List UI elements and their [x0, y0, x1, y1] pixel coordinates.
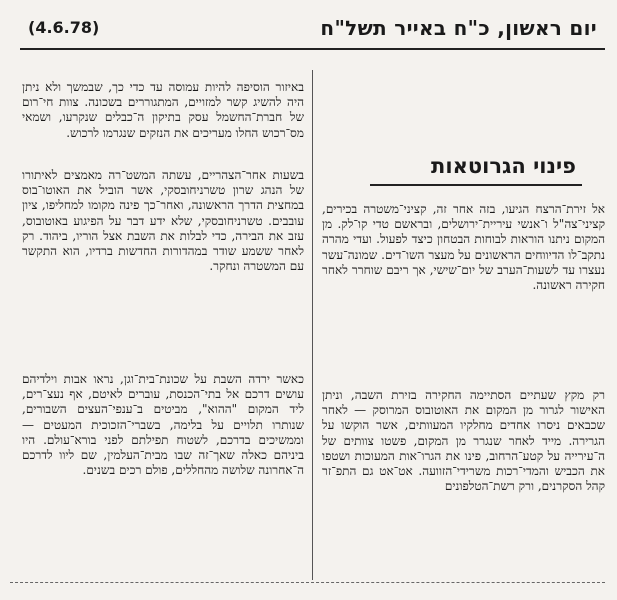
left-column-block-1: [22, 80, 304, 158]
left-paragraph-3: כאשר ירדה השבת על שכונת־בית־וגן, נראו אבות וילדיהם עושים דרכם אל בתי־הכנסת, עוברים לאיטם, אף נעצ־רים, ליד המקום "ההוא", מביטים ב־ענפי־העצים השבורים, שנותרו תלויים על בלימה, בשברי־הזכוכית המעטים — וממשיכים בדרכם, לשטוח תפילתם לפני בורא־עולם. היו ביניהם כאלה שאך־זה שבו מבית־העלמין, שם ליוו לדרכם ה־אחרונה שלושה מהחללים, פולם רכים בשנים.: [22, 372, 304, 478]
left-column-block-2: [22, 168, 304, 350]
header-date: (4.6.78): [28, 18, 100, 37]
page-header: [20, 12, 605, 46]
right-paragraph-1: אל זירת־הרצח הגיעו, בזה אחר זה, קציני־משטרה בכירים, קציני־צה"ל ו־אנשי עיריית־ירושלים, ובראשם טדי קו־לק. מן המקום ניתנו הוראות לבוחות הבטחון כיצד לפעול. ועדי מהרה נתקב־לו הדיווחים הראשונים על מעצר השו־דים. שמונה־עשר נעצרו עד לשעות־הערב של יום־שישי, אך ריבם שוחרר לאחר חקירה ראשונה.: [322, 202, 605, 293]
bottom-rule: [10, 582, 605, 583]
left-column-block-3: [22, 372, 304, 577]
left-paragraph-1: באיזור הוסיפה להיות עמוסה עד כדי כך, שבמשך ולא ניתן היה להשיג קשר למזויים, המתגוררים בשכונה. צוות חי־רום של חברת־החשמל עסק בתיקון ה־כבלים שנקרעו, ושמאי מס־רכוש החלו מעריכים את הנזקים שנגרמו לרכוש.: [22, 80, 304, 140]
right-paragraph-2: רק מקץ שעתיים הסתיימה החקירה בזירת השבה, וניתן האישור לגרור מן המקום את האוטובוס המרוסק — לאחר שכבאים ניסרו אחדים מחלקיו המעוותים, אשר הוקשו על הגרירה. מייד לאחר שנגרר מן המקום, פשטו צוותים של ה־עירייה על קטע־הרחוב, פינו את הגרו־אות המעוכות ושטפו את הכביש והמדי־רכות משרידי־הזוועה. אט־אט גם התפ־זר קהל הסקרנים, ורק רשת־הטלפונים: [322, 388, 605, 494]
headline-underline: [370, 184, 582, 186]
column-divider: [312, 70, 313, 580]
right-column-block-1: [322, 202, 605, 374]
article-headline: פינוי הגרוטאות: [431, 154, 576, 178]
header-title: יום ראשון, כ"ח באייר תשל"ח: [320, 16, 597, 40]
article-headline-box: [366, 150, 586, 190]
left-paragraph-2: בשעות אחר־הצהריים, עשתה המשט־רה מאמצים לאיתורו של הנהג שרון טשרניחובסקי, אשר הוביל את האוטו־בוס במחצית הדרך הראשונה, ואחר־כך פינה מקומו למחליפו, ציון עובבים. טשרניחובסקי, שלא ידע דבר על הפיגוע באוטובוס, עזב את הבירה, כדי לבלות את השבת אצל הוריו, ביהוד. רק לאחר ששמע שודר במהדורות החדשות ברדיו, הוא התקשר עם המשטרה ונחקר.: [22, 168, 304, 274]
header-rule: [20, 48, 605, 50]
right-column-block-2: [322, 388, 605, 578]
